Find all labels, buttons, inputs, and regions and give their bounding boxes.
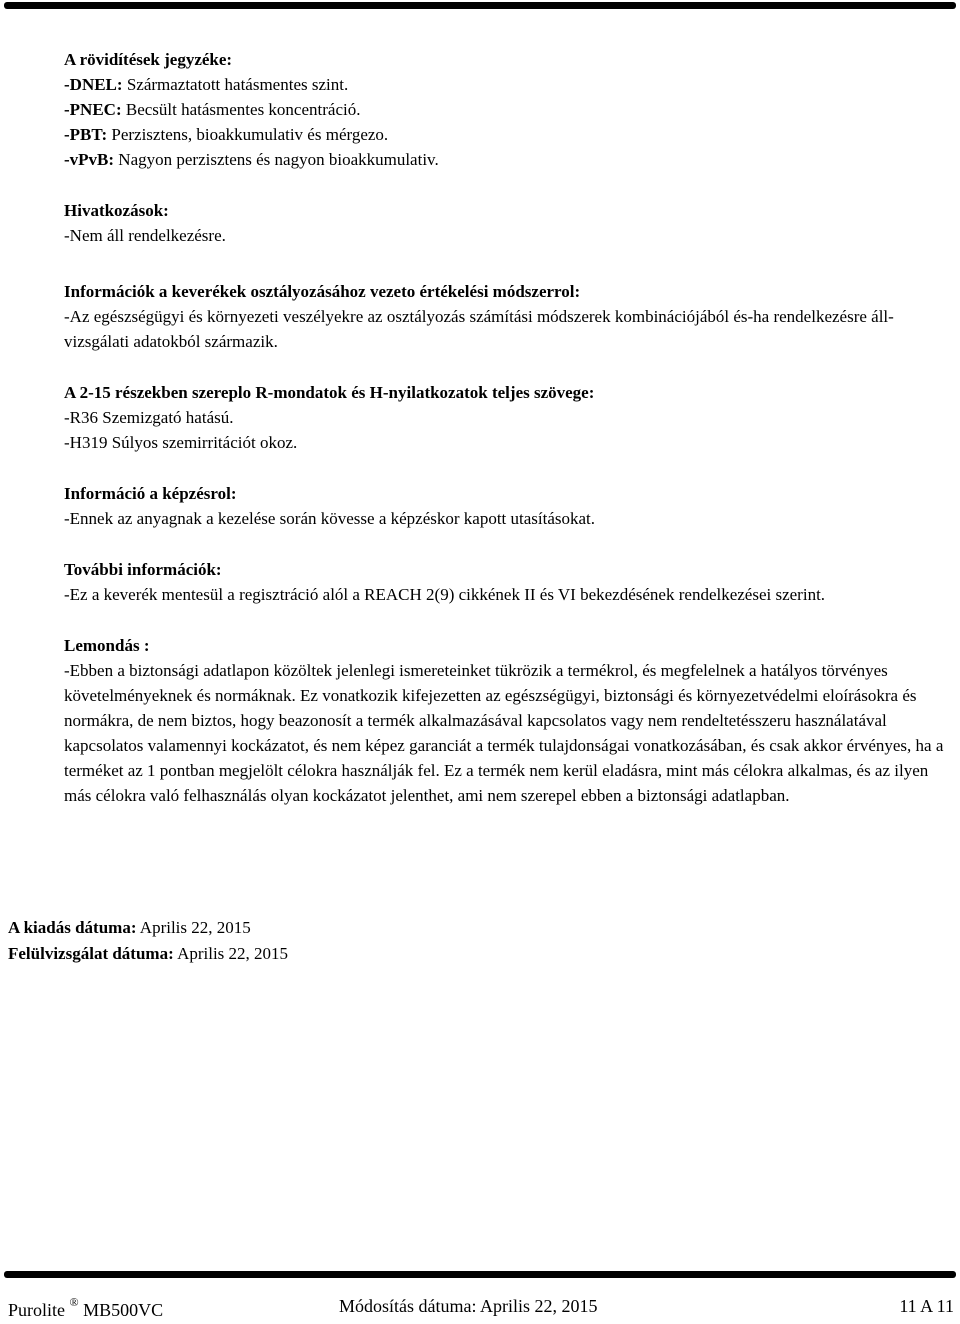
abbreviation-item — [64, 122, 944, 147]
classification-text: -Az egészségügyi és környezeti veszélyekre az osztályozás számítási módszerek kombinációjából és-ha rendelkezésre áll- vizsgálati adatokból származik. — [64, 307, 894, 351]
disclaimer-text: -Ebben a biztonsági adatlapon közöltek jelenlegi ismereteinket tükrözik a termékrol, és megfelelnek a hatályos törvényes követelményeknek és normáknak. Ez vonatkozik kifejezetten az egészségügyi, biztonsági és környezetvédelmi eloírásokra és normákra, de nem biztos, hogy beazonosít a termék alkalmazásával kapcsolatos vagy nem rendeltetésszeru használatával kapcsolatos valamennyi kockázatot, és nem képez garanciát a termék tulajdonságai vonatkozásában, és csak akkor érvényes, ha a terméket az 1 pontban megjelölt célokra használják fel. Ez a termék nem kerül eladásra, mint más célokra alkalmas, és az ilyen más célokra való felhasználás olyan kockázatot jelenthet, ami nem szerepel ebben a biztonsági adatlapban. — [64, 661, 944, 805]
classification-section — [64, 279, 944, 354]
footer-product — [8, 1295, 164, 1321]
further-info-text: -Ez a keverék mentesül a regisztráció alól a REACH 2(9) cikkének II és VI bekezdésének rendelkezései szerint. — [64, 585, 826, 604]
abbreviation-def: Perzisztens, bioakkumulativ és mérgezo. — [111, 125, 389, 144]
footer-product-code: MB500VC — [83, 1300, 164, 1320]
dates-block — [8, 915, 288, 967]
phrase-line: -H319 Súlyos szemirritációt okoz. — [64, 433, 298, 452]
classification-title: Információk a keverékek osztályozásához vezeto értékelési módszerrol: — [64, 282, 581, 301]
abbreviation-item — [64, 72, 944, 97]
registered-mark: ® — [69, 1295, 79, 1309]
footer-revision-date: Módosítás dátuma: Aprilis 22, 2015 — [339, 1296, 598, 1316]
bottom-rule — [4, 1271, 956, 1278]
abbreviation-term: -DNEL: — [64, 75, 123, 94]
review-date-label: Felülvizsgálat dátuma: — [8, 944, 174, 963]
abbreviation-item — [64, 97, 944, 122]
review-date-value: Aprilis 22, 2015 — [177, 944, 289, 963]
abbreviation-def: Becsült hatásmentes koncentráció. — [125, 100, 361, 119]
abbreviations-section — [64, 47, 944, 172]
disclaimer-section — [64, 633, 944, 808]
further-info-section — [64, 557, 944, 607]
abbreviation-term: -vPvB: — [64, 150, 115, 169]
issue-date — [8, 915, 288, 941]
phrases-title: A 2-15 részekben szereplo R-mondatok és H-nyilatkozatok teljes szövege: — [64, 383, 595, 402]
abbreviation-def: Nagyon perzisztens és nagyon bioakkumulativ. — [118, 150, 439, 169]
phrase-line: -R36 Szemizgató hatású. — [64, 408, 234, 427]
review-date — [8, 941, 288, 967]
references-text: -Nem áll rendelkezésre. — [64, 226, 226, 245]
references-title: Hivatkozások: — [64, 201, 169, 220]
issue-date-value: Aprilis 22, 2015 — [139, 918, 251, 937]
phrases-section — [64, 380, 944, 455]
footer-brand: Purolite — [8, 1300, 65, 1320]
disclaimer-title: Lemondás : — [64, 636, 150, 655]
top-rule — [4, 2, 956, 9]
references-section — [64, 198, 944, 248]
abbreviation-item — [64, 147, 944, 172]
document-body — [64, 47, 944, 834]
training-section — [64, 481, 944, 531]
abbreviation-term: -PBT: — [64, 125, 108, 144]
abbreviations-title: A rövidítések jegyzéke: — [64, 50, 233, 69]
issue-date-label: A kiadás dátuma: — [8, 918, 137, 937]
footer-page-number: 11 A 11 — [899, 1296, 954, 1316]
abbreviation-def: Származtatott hatásmentes szint. — [126, 75, 349, 94]
training-text: -Ennek az anyagnak a kezelése során kövesse a képzéskor kapott utasításokat. — [64, 509, 596, 528]
further-info-title: További információk: — [64, 560, 222, 579]
abbreviation-term: -PNEC: — [64, 100, 122, 119]
training-title: Információ a képzésrol: — [64, 484, 237, 503]
